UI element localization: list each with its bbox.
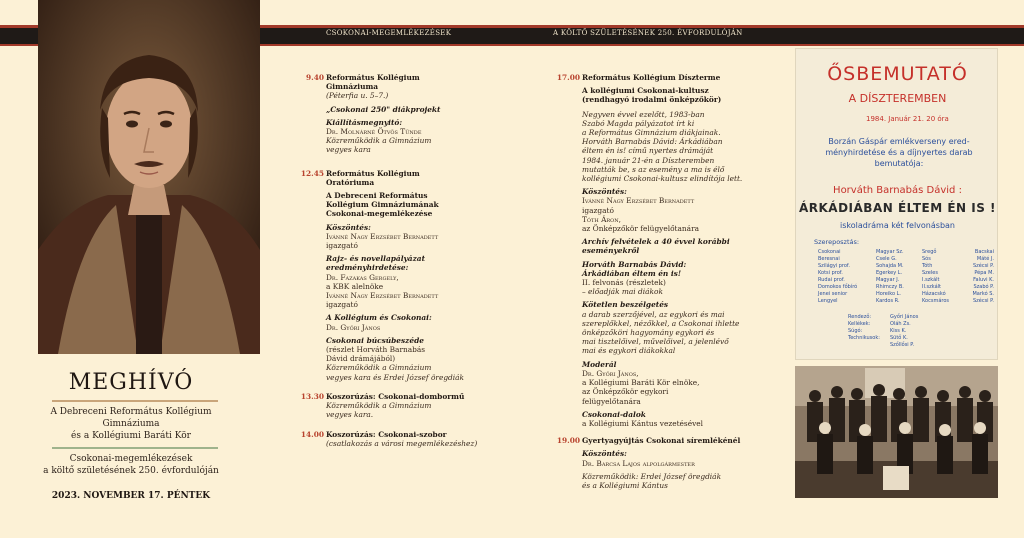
event-venue: Református Kollégium [326, 73, 420, 82]
event-note: vegyes kara. [326, 410, 374, 420]
poster-desc-line: Borzán Gáspár emlékverseny ered- [828, 137, 970, 146]
cast-role: Rudai prof. [818, 277, 845, 283]
speaker-name: Dr. Fazakas Gergely, [326, 272, 399, 282]
cast-actor: Máté J. [976, 256, 994, 262]
event-desc: kollégiumi Csokonai-kultusz elindítója lett. [582, 174, 743, 184]
event-label: A Kollégium és Csokonai: [326, 313, 432, 323]
speaker-name: Dr. Barcsa Lajos alpolgármester [582, 458, 695, 468]
event-desc: szereplőkkel, nézőkkel, a Csokonai ihlette [582, 318, 740, 328]
event-label: Árkádiában éltem én is! [582, 268, 682, 278]
event-desc: Horváth Barnabás Dávid: Árkádiában [582, 137, 723, 147]
event-label: Moderál [582, 359, 617, 369]
speaker-role: igazgató [326, 300, 358, 310]
event-label: Rajz- és novellapályázat [326, 254, 425, 264]
crew-row [848, 342, 918, 349]
event-label: eseményekről [582, 246, 640, 256]
event-time: 12.45 [300, 168, 324, 178]
cast-row [818, 298, 994, 305]
crew-member: Sütő K. [890, 335, 908, 341]
speaker-name: Ivánné Nagy Erzsébet Bernadett [326, 231, 439, 241]
speaker-name: Dr. Molnárné Ötvös Tünde [326, 127, 422, 137]
poster-crew-list [848, 314, 918, 349]
organizer-line: Gimnáziuma [102, 419, 160, 429]
cast-actor: Faluvi K. [973, 277, 994, 283]
crew-row [848, 321, 918, 328]
cast-role: Csokonai [818, 249, 841, 255]
speaker-role: az Önképzőkör felügyelőtanára [582, 224, 700, 234]
speaker-role: igazgató [326, 241, 358, 251]
event-desc: Negyven évvel ezelőtt, 1983-ban [582, 109, 705, 119]
crew-member: Szőllősi P. [890, 342, 915, 348]
event-desc: mai tisztelőivel, művelőivel, a jelenlévő [582, 337, 729, 347]
event-desc: 1984. január 21-én a Díszteremben [582, 155, 715, 165]
speaker-name: Dr. Győri János [326, 322, 381, 332]
event-venue: Oratóriuma [326, 177, 375, 187]
organizer-line: A Debreceni Református Kollégium [50, 407, 212, 417]
event-note: Közreműködik: Erdei József öregdiák [582, 471, 722, 481]
event-note: Közreműködik a Gimnázium [326, 363, 432, 373]
crew-row [848, 335, 918, 342]
cast-role: II.szkált [922, 284, 941, 290]
cast-role: Lengyel [818, 298, 838, 304]
crew-row [848, 328, 918, 335]
cast-actor: Horeiko L. [876, 291, 901, 297]
event-note: Közreműködik a Gimnázium [326, 136, 432, 146]
csokonai-portrait [38, 0, 260, 354]
event-desc: mutatták be, s az esemény a ma is élő [582, 164, 725, 174]
organizer-line: és a Kollégiumi Baráti Kör [71, 431, 191, 441]
crew-role: Technikusok: [848, 335, 880, 341]
crew-role: Kellékek: [848, 321, 871, 327]
cast-actor: Csele G. [876, 256, 897, 262]
cast-actor: Szabó P. [973, 284, 994, 290]
header-right-text: A KÖLTŐ SZÜLETÉSÉNEK 250. ÉVFORDULÓJÁN [553, 29, 743, 37]
event-label: Horváth Barnabás Dávid: [582, 259, 687, 269]
cast-role: Sós [922, 256, 931, 262]
cover-rule-bottom [52, 447, 218, 449]
cast-actor: Rhimczy B. [876, 284, 904, 290]
poster-title: ŐSBEMUTATÓ [827, 63, 968, 85]
cover-rule-top [52, 400, 218, 402]
event-desc: – előadják mai diákok [582, 287, 663, 297]
cast-actor: Pépa M. [974, 270, 994, 276]
event-desc: Dávid drámájából) [326, 354, 396, 364]
occasion-line: Csokonai-megemlékezések [69, 454, 193, 464]
event-label: Archív felvételek a 40 évvel korábbi [582, 237, 730, 247]
event-desc: éltem én is! című nyertes drámáját [582, 146, 714, 156]
event-label: Köszöntés: [582, 449, 627, 459]
event-title: A Debreceni Református [326, 191, 428, 201]
event-desc: (részlet Horváth Barnabás [326, 345, 426, 355]
archive-group-photo [795, 366, 998, 498]
event-time: 14.00 [300, 429, 324, 439]
group-photo-illustration [795, 366, 998, 498]
event-note: vegyes kara [326, 145, 371, 155]
program-column-morning [296, 73, 536, 456]
cast-row [818, 291, 994, 298]
event-desc: a darab szerzőjével, az egykori és mai [582, 309, 725, 319]
occasion-block [0, 453, 262, 477]
cast-role: Domokos főbíró [818, 284, 858, 290]
speaker-name: Tóth Áron, [582, 214, 621, 224]
event-1330 [296, 392, 536, 420]
cast-role: I.szkált [922, 277, 940, 283]
event-title: Kollégium Gimnáziumának [326, 200, 439, 210]
cast-row [818, 270, 994, 277]
crew-member: Oláh Zs. [890, 321, 911, 327]
event-title: Csokonai-megemlékezése [326, 209, 433, 219]
event-note: (csatlakozás a városi megemlékezéshez) [326, 438, 478, 448]
cast-role: Házacskó [922, 291, 946, 297]
cast-role: Szilágyi prof. [818, 263, 850, 269]
event-desc: a Kollégiumi Kántus vezetésével [582, 418, 704, 428]
event-note: és a Kollégiumi Kántus [582, 480, 668, 490]
event-desc: II. felvonás (részletek) [582, 278, 666, 288]
cast-role: Kotsi prof. [818, 270, 843, 276]
header-left-text: CSOKONAI-MEGEMLÉKEZÉSEK [326, 29, 452, 37]
event-1700 [552, 73, 784, 428]
speaker-name: Ivánné Nagy Erzsébet Bernadett [326, 291, 439, 301]
event-940 [296, 73, 536, 155]
event-title: A kollégiumi Csokonai-kultusz [582, 86, 709, 96]
poster-desc-line: bemutatója: [874, 159, 924, 168]
speaker-role: a Kollégiumi Baráti Kör elnöke, [582, 378, 700, 388]
event-desc: önképzőköri hagyomány egykori és [582, 328, 715, 338]
invitation-title: MEGHÍVÓ [68, 370, 194, 395]
poster-play-title: ÁRKÁDIÁBAN ÉLTEM ÉN IS ! [798, 201, 996, 215]
event-desc: Szabó Magda pályázatot írt ki [582, 118, 695, 128]
event-desc: a Református Gimnázium diákjainak. [582, 128, 721, 138]
organizer-block [0, 406, 262, 442]
event-label: Csokonai búcsúbeszéde [326, 335, 424, 345]
poster-author: Horváth Barnabás Dávid : [833, 185, 962, 196]
event-1245 [296, 169, 536, 382]
cast-actor: Magyar Sz. [876, 249, 904, 255]
event-label: Kiállításmegnyitó: [326, 117, 403, 127]
cast-actor: Szécsi P. [972, 298, 994, 304]
event-1900 [552, 436, 784, 490]
event-time: 19.00 [556, 436, 580, 446]
poster-cast-label: Szereposztás: [814, 238, 860, 246]
poster-desc-line: ményhirdetése és a díjnyertes darab [825, 148, 973, 157]
poster-genre: iskoladráma két felvonásban [840, 221, 955, 230]
cast-role: Tóth [922, 263, 933, 269]
poster-place: A DÍSZTEREMBEN [848, 92, 947, 105]
event-venue: Gimnáziuma [326, 82, 379, 92]
cast-role: Beresnai [818, 256, 840, 262]
crew-role: Súgó: [848, 328, 863, 334]
program-column-evening [552, 73, 784, 498]
cast-row [818, 249, 994, 256]
cast-row [818, 256, 994, 263]
cast-role: Sregő [922, 249, 937, 255]
event-1400 [296, 430, 536, 448]
crew-member: Kiss K. [890, 328, 907, 334]
event-date: 2023. NOVEMBER 17. PÉNTEK [51, 491, 211, 501]
cast-role: Szeles [922, 270, 938, 276]
event-title: Gyertyagyújtás Csokonai síremlékénél [582, 436, 741, 446]
speaker-name: Dr. Győri János, [582, 368, 639, 378]
speaker-role: igazgató [582, 205, 614, 215]
crew-role: Rendező: [848, 314, 872, 320]
crew-role [848, 342, 890, 349]
poster-cast-list [818, 249, 994, 305]
event-venue: Református Kollégium [326, 168, 420, 178]
event-label: Köszöntés: [582, 187, 627, 197]
event-label: Csokonai-dalok [582, 409, 646, 419]
cast-actor: Markó S. [972, 291, 994, 297]
event-title: Koszorúzás: Csokonai-szobor [326, 429, 447, 439]
portrait-illustration [38, 0, 260, 354]
cast-row [818, 284, 994, 291]
event-note: vegyes kara és Erdei József öregdiák [326, 372, 465, 382]
cast-role: Kocsmáros [922, 298, 949, 304]
crew-member: Győri János [890, 314, 919, 320]
speaker-role: az Önképzőkör egykori [582, 387, 669, 397]
cast-actor: Egerkey L. [876, 270, 903, 276]
event-label: eredményhirdetése: [326, 263, 409, 273]
cast-actor: Kardos R. [876, 298, 900, 304]
speaker-role: felügyelőtanára [582, 396, 641, 406]
cast-actor: Bacskai [974, 249, 994, 255]
cast-actor: Magyar J. [876, 277, 900, 283]
event-address: (Péterfia u. 5–7.) [326, 91, 389, 101]
event-label: Köszöntés: [326, 222, 371, 232]
cast-row [818, 263, 994, 270]
cover-panel [0, 0, 262, 538]
speaker-name: Ivánné Nagy Erzsébet Bernadett [582, 196, 695, 206]
event-project: „Csokonai 250" diákprojekt [326, 104, 441, 114]
cast-row [818, 277, 994, 284]
event-title: (rendhagyó irodalmi önképzőkör) [582, 95, 722, 105]
poster-date: 1984. Január 21. 20 óra [866, 115, 949, 123]
occasion-line: a költő születésének 250. évfordulóján [43, 466, 219, 476]
cast-role: Jenei senior [818, 291, 848, 297]
event-time: 9.40 [305, 73, 324, 82]
event-time: 13.30 [300, 391, 324, 401]
event-desc: mai és egykori diákokkal [582, 346, 676, 356]
premiere-poster [795, 48, 998, 360]
crew-row [848, 314, 918, 321]
event-venue: Református Kollégium Díszterme [582, 73, 721, 82]
event-label: Kötetlen beszélgetés [582, 300, 669, 310]
event-note: Közreműködik a Gimnázium [326, 401, 432, 411]
cast-actor: Sohajda M. [876, 263, 904, 269]
poster-description [806, 136, 992, 169]
event-time: 17.00 [556, 73, 580, 82]
speaker-role: a KBK alelnöke [326, 281, 384, 291]
event-title: Koszorúzás: Csokonai-dombormű [326, 391, 465, 401]
cast-actor: Szécsi P. [972, 263, 994, 269]
